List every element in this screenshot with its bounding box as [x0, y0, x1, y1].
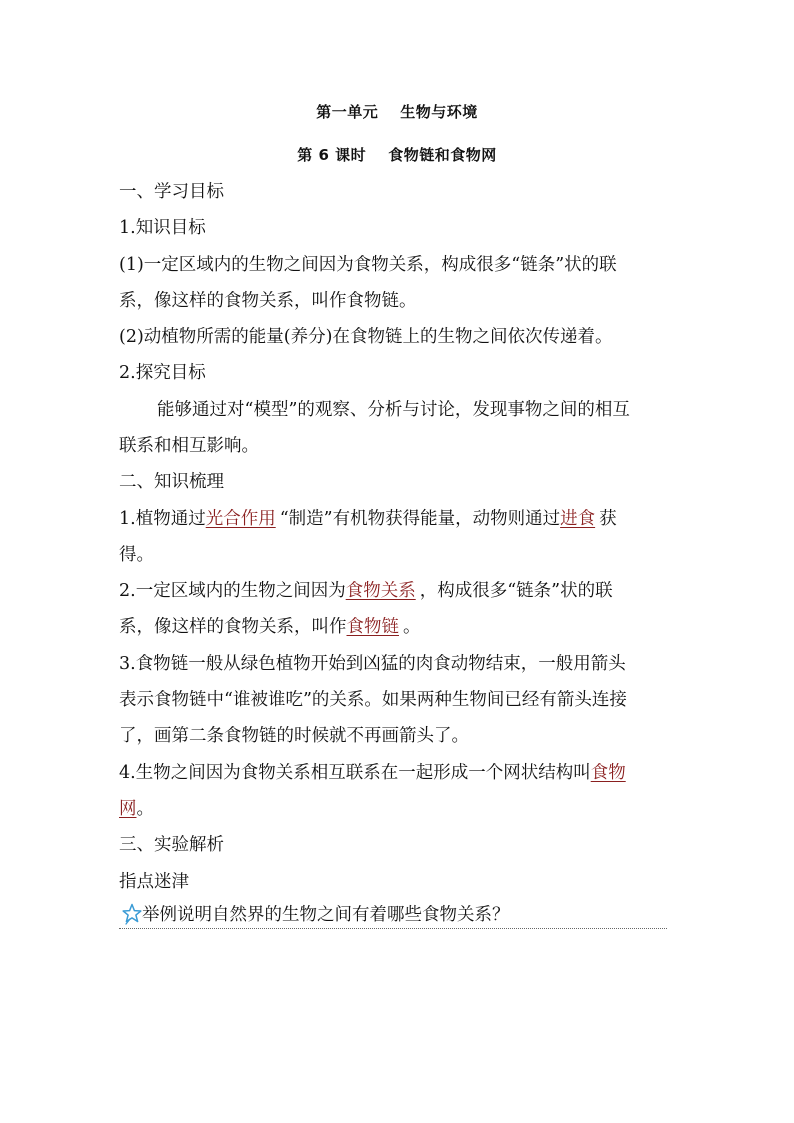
review-1-text-c: 获	[599, 509, 617, 529]
review-item-1-line-1	[119, 507, 679, 531]
answer-blank-eating: 进食	[560, 509, 596, 529]
answer-blank-food-web-part-1: 食物	[590, 763, 626, 783]
review-item-2-line-1	[119, 579, 679, 603]
unit-title	[0, 101, 794, 122]
lesson-title	[0, 144, 794, 165]
review-item-3-line-2: 表示食物链中“谁被谁吃”的关系。如果两种生物间已经有箭头连接	[119, 690, 627, 710]
lesson-number: 第 6 课时	[297, 146, 367, 164]
review-2-text-d: 。	[403, 617, 421, 637]
question-text: 举例说明自然界的生物之间有着哪些食物关系？	[142, 905, 510, 925]
knowledge-item-1-line-2: 系，像这样的食物关系，叫作食物链。	[119, 291, 417, 311]
section-heading-experiment-analysis: 三、实验解析	[119, 835, 224, 855]
review-2-text-a: 2.一定区域内的生物之间因为	[119, 581, 346, 601]
review-2-text-b: ，构成很多“链条”状的联	[419, 581, 613, 601]
unit-name: 生物与环境	[400, 103, 478, 121]
answer-blank-food-relation: 食物关系	[345, 581, 416, 601]
section-heading-objectives: 一、学习目标	[119, 182, 224, 202]
inquiry-objective-line-1: 能够通过对“模型”的观察、分析与讨论，发现事物之间的相互	[157, 400, 630, 420]
guidance-heading: 指点迷津	[119, 872, 189, 892]
inquiry-objective-line-2: 联系和相互影响。	[119, 436, 259, 456]
inquiry-objectives-heading: 2.探究目标	[119, 363, 206, 383]
review-1-text-a: 1.植物通过	[119, 509, 206, 529]
review-item-3-line-1: 3.食物链一般从绿色植物开始到凶猛的肉食动物结束，一般用箭头	[119, 654, 626, 674]
answer-blank-food-web-part-2: 网	[119, 799, 137, 819]
review-item-3-line-3: 了，画第二条食物链的时候就不再画箭头了。	[119, 726, 469, 746]
answer-blank-food-chain: 食物链	[346, 617, 399, 637]
question-line	[119, 900, 667, 929]
unit-number: 第一单元	[316, 103, 379, 121]
review-4-text-b: 。	[136, 799, 154, 819]
review-item-4-line-2	[119, 797, 679, 821]
star-icon	[122, 903, 142, 925]
review-1-text-b: “制造”有机物获得能量，动物则通过	[279, 509, 561, 529]
review-2-text-c: 系，像这样的食物关系，叫作	[119, 617, 347, 637]
review-item-4-line-1	[119, 761, 679, 785]
knowledge-item-1-line-1: (1)一定区域内的生物之间因为食物关系，构成很多“链条”状的联	[119, 255, 617, 275]
review-4-text-a: 4.生物之间因为食物关系相互联系在一起形成一个网状结构叫	[119, 763, 591, 783]
answer-blank-photosynthesis: 光合作用	[205, 509, 276, 529]
lesson-name: 食物链和食物网	[388, 146, 497, 164]
review-item-2-line-2	[119, 615, 679, 639]
knowledge-item-2-line-1: (2)动植物所需的能量(养分)在食物链上的生物之间依次传递着。	[119, 327, 613, 347]
section-heading-knowledge-review: 二、知识梳理	[119, 472, 224, 492]
review-item-1-line-2: 得。	[119, 545, 154, 565]
knowledge-objectives-heading: 1.知识目标	[119, 218, 206, 238]
